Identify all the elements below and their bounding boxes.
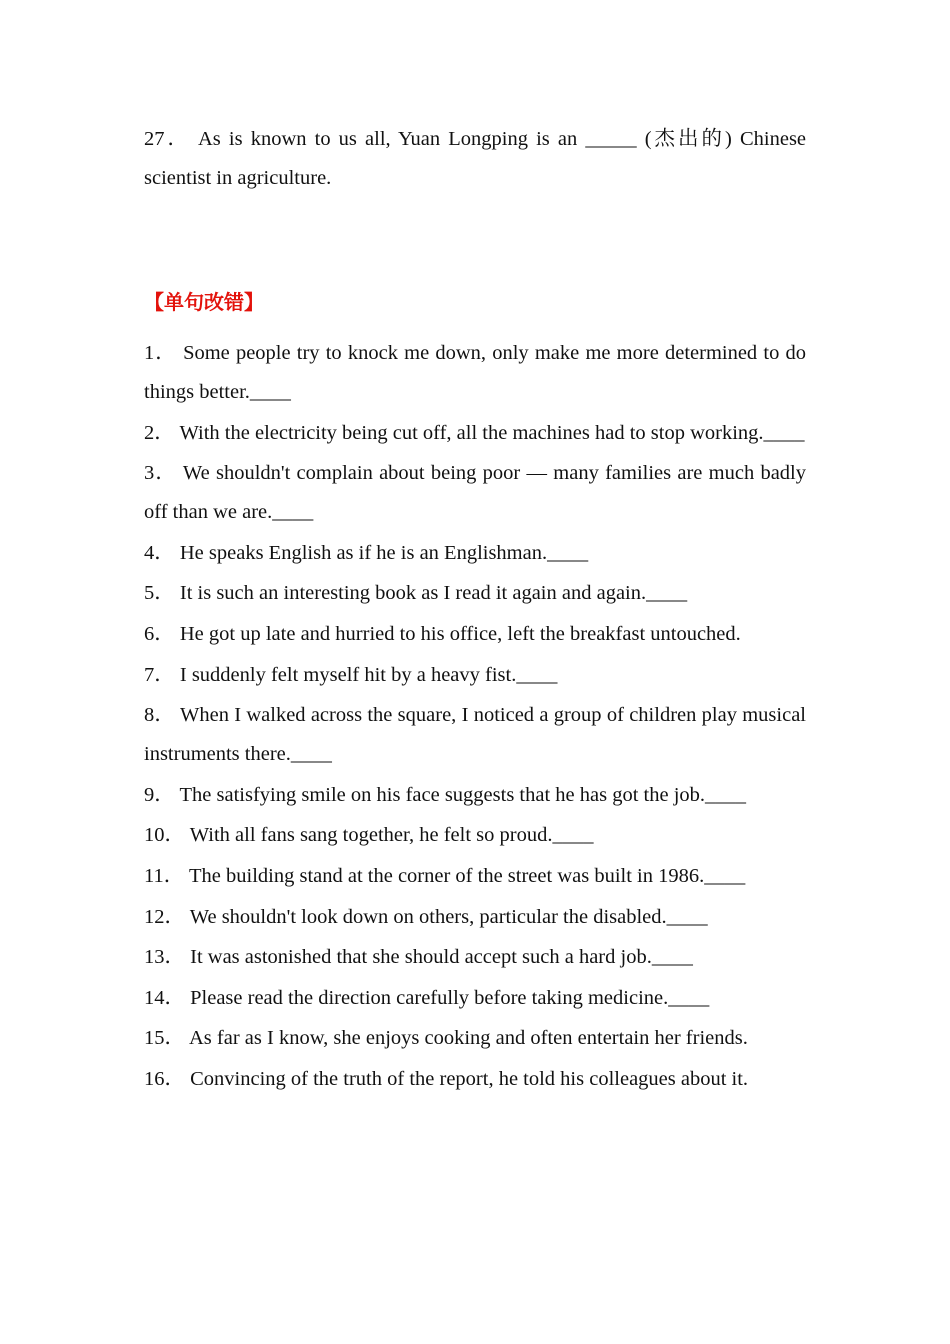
question-27 bbox=[144, 120, 806, 198]
question-text: As is known to us all, Yuan Longping is an _____ (杰出的) Chinese scientist in agriculture. bbox=[144, 128, 807, 189]
item-number: 7． bbox=[144, 663, 175, 686]
question-number: 27． bbox=[144, 128, 191, 150]
list-item bbox=[144, 534, 806, 573]
item-text: With the electricity being cut off, all the machines had to stop working.____ bbox=[179, 421, 805, 444]
item-text: The building stand at the corner of the street was built in 1986.____ bbox=[189, 864, 746, 887]
item-text: He speaks English as if he is an Englishman.____ bbox=[179, 541, 589, 564]
item-number: 2． bbox=[144, 421, 175, 444]
item-text: Convincing of the truth of the report, he told his colleagues about it. bbox=[190, 1067, 749, 1090]
item-text: The satisfying smile on his face suggests that he has got the job.____ bbox=[179, 783, 747, 806]
item-text: I suddenly felt myself hit by a heavy fist.____ bbox=[179, 663, 558, 686]
list-item bbox=[144, 898, 806, 937]
item-number: 6． bbox=[144, 622, 175, 645]
list-item bbox=[144, 574, 806, 613]
item-number: 10． bbox=[144, 824, 185, 847]
list-item bbox=[144, 696, 806, 774]
list-item bbox=[144, 938, 806, 977]
list-item bbox=[144, 656, 806, 695]
list-item bbox=[144, 1019, 806, 1058]
document-page bbox=[144, 120, 806, 1101]
item-number: 14． bbox=[144, 986, 185, 1009]
item-text: It is such an interesting book as I read it again and again.____ bbox=[179, 582, 688, 605]
item-number: 9． bbox=[144, 783, 175, 806]
item-number: 15． bbox=[144, 1027, 185, 1050]
item-number: 5． bbox=[144, 582, 175, 605]
item-number: 12． bbox=[144, 905, 185, 928]
item-text: We shouldn't complain about being poor — many families are much badly off than we are.____ bbox=[144, 462, 806, 524]
item-number: 8． bbox=[144, 704, 176, 727]
item-text: When I walked across the square, I noticed a group of children play musical instruments there.____ bbox=[144, 704, 806, 766]
section-heading: 【单句改错】 bbox=[144, 290, 264, 314]
item-text: We shouldn't look down on others, particular the disabled.____ bbox=[189, 905, 708, 928]
item-text: Please read the direction carefully before taking medicine.____ bbox=[190, 986, 710, 1009]
item-number: 1． bbox=[144, 342, 177, 364]
item-text: He got up late and hurried to his office, left the breakfast untouched. bbox=[179, 622, 741, 645]
list-item bbox=[144, 1060, 806, 1099]
item-number: 13． bbox=[144, 946, 185, 969]
list-item bbox=[144, 776, 806, 815]
item-number: 4． bbox=[144, 541, 175, 564]
list-item bbox=[144, 816, 806, 855]
list-item bbox=[144, 615, 806, 654]
list-item bbox=[144, 414, 806, 453]
list-item bbox=[144, 454, 806, 532]
list-item bbox=[144, 334, 806, 412]
item-number: 3． bbox=[144, 462, 178, 485]
item-number: 11． bbox=[144, 864, 185, 887]
item-text: As far as I know, she enjoys cooking and often entertain her friends. bbox=[189, 1027, 748, 1050]
error-correction-list bbox=[144, 334, 806, 1099]
item-number: 16． bbox=[144, 1067, 185, 1090]
item-text: It was astonished that she should accept such a hard job.____ bbox=[190, 946, 693, 969]
item-text: Some people try to knock me down, only make me more determined to do things better.____ bbox=[144, 342, 807, 403]
list-item bbox=[144, 857, 806, 896]
item-text: With all fans sang together, he felt so proud.____ bbox=[189, 824, 594, 847]
list-item bbox=[144, 979, 806, 1018]
